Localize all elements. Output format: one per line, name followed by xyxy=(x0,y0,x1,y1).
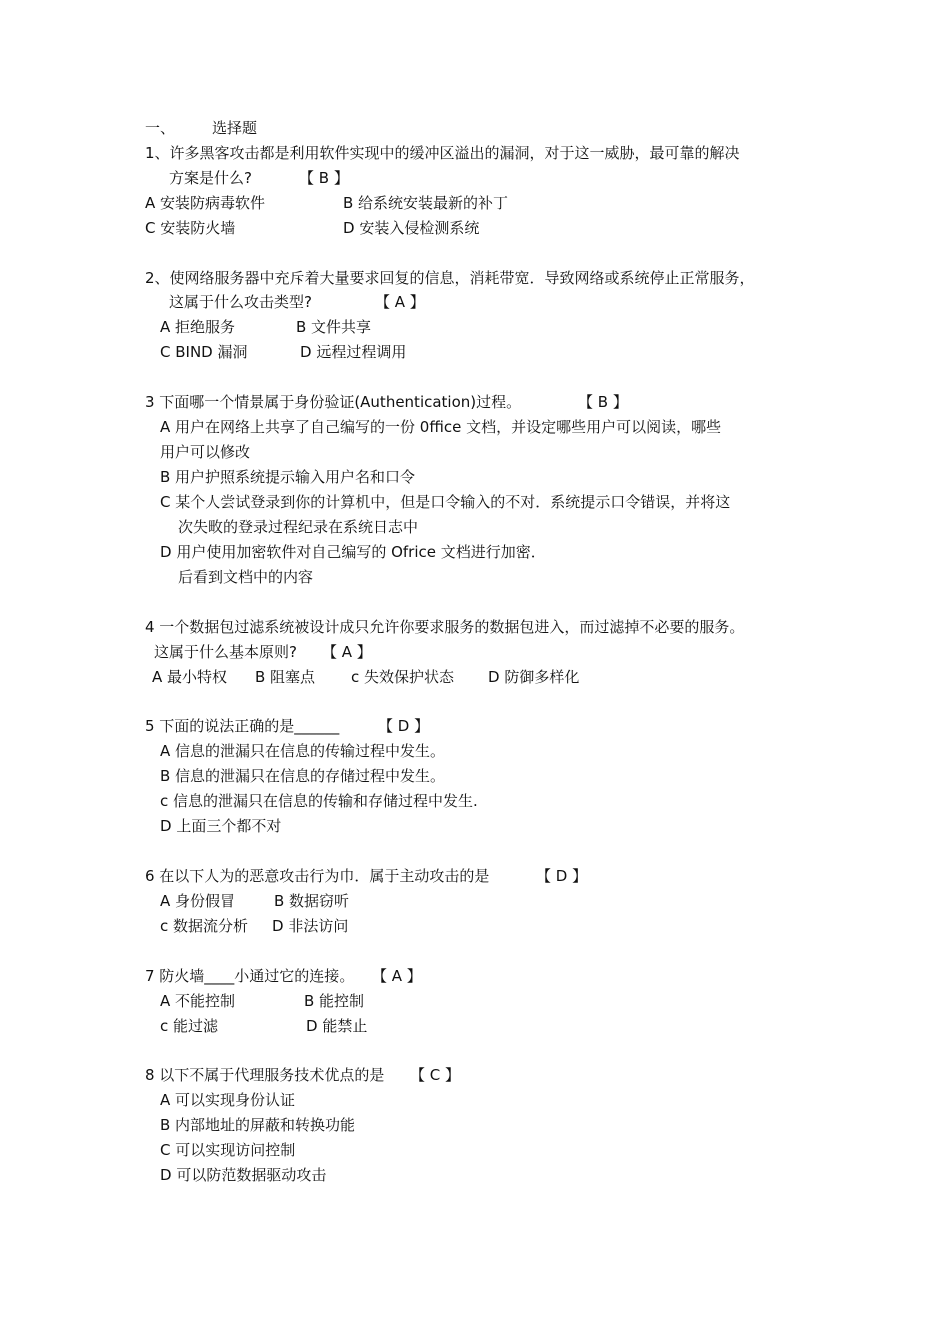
option: A 用户在网络上共享了自己编写的一份 0ffice 文档，并设定哪些用户可以阅读，哪些 xyxy=(160,418,722,436)
option: C BIND 漏洞 xyxy=(160,343,248,361)
option: C 安装防火墙 xyxy=(145,219,236,237)
option: c 数据流分析 xyxy=(160,917,249,935)
section-title: 选择题 xyxy=(212,119,258,137)
option: D 防御多样化 xyxy=(488,668,580,686)
option: B 数据窃听 xyxy=(274,892,350,910)
answer-key: 【 A 】 xyxy=(372,967,422,985)
answer-key: 【 D 】 xyxy=(536,867,588,885)
option: A 不能控制 xyxy=(160,992,236,1010)
option: D 用户使用加密软件对自己编写的 Ofrice 文档进行加密． xyxy=(160,543,546,561)
question-stem: 5 下面的说法正确的是______ xyxy=(145,717,340,735)
option: D 非法访问 xyxy=(272,917,349,935)
option: B 能控制 xyxy=(304,992,365,1010)
option: D 上面三个都不对 xyxy=(160,817,282,835)
question-stem: 这属于什么基本原则? xyxy=(154,643,297,661)
option: D 能禁止 xyxy=(306,1017,368,1035)
question-stem: 6 在以下人为的恶意攻击行为巾．属于主动攻击的是 xyxy=(145,867,490,885)
option: c 信息的泄漏只在信息的传输和存储过程中发生. xyxy=(160,792,478,810)
option: 用户可以修改 xyxy=(160,443,251,461)
option: A 拒绝服务 xyxy=(160,318,236,336)
option: A 信息的泄漏只在信息的传输过程中发生。 xyxy=(160,742,446,760)
answer-key: 【 C 】 xyxy=(410,1066,461,1084)
option: A 身份假冒 xyxy=(160,892,236,910)
answer-key: 【 D 】 xyxy=(378,717,430,735)
option: B 给系统安装最新的补丁 xyxy=(343,194,509,212)
option: D 安装入侵检测系统 xyxy=(343,219,480,237)
answer-key: 【 A 】 xyxy=(375,293,425,311)
option: 次失畋的登录过程纪录在系统日志中 xyxy=(178,518,419,536)
option: B 阻塞点 xyxy=(255,668,316,686)
option: C 某个人尝试登录到你的计算机中，但是口令输入的不对．系统提示口令错误，并将这 xyxy=(160,493,731,511)
option: c 能过滤 xyxy=(160,1017,219,1035)
question-stem: 这属于什么攻击类型? xyxy=(169,293,312,311)
section-number: 一、 xyxy=(145,119,176,137)
question-stem: 4 一个数据包过滤系统被设计成只允许你要求服务的数据包进入，而过滤掉不必要的服务。 xyxy=(145,618,745,636)
option: B 文件共享 xyxy=(296,318,372,336)
option: A 可以实现身份认证 xyxy=(160,1091,296,1109)
option: A 安装防病毒软件 xyxy=(145,194,266,212)
option: B 内部地址的屏蔽和转换功能 xyxy=(160,1116,356,1134)
question-stem: 8 以下不属于代理服务技术优点的是 xyxy=(145,1066,385,1084)
option: D 可以防范数据驱动攻击 xyxy=(160,1166,327,1184)
option: B 用户护照系统提示输入用户名和口令 xyxy=(160,468,416,486)
question-stem: 方案是什么? xyxy=(169,169,252,187)
option: 后看到文档中的内容 xyxy=(178,568,314,586)
question-stem: 3 下面哪一个情景属于身份验证(Authentication)过程。 xyxy=(145,393,522,411)
option: B 信息的泄漏只在信息的存储过程中发生。 xyxy=(160,767,446,785)
question-stem: 1、许多黑客攻击都是利用软件实现中的缓冲区溢出的漏洞，对于这一威胁，最可靠的解决 xyxy=(145,144,740,162)
answer-key: 【 A 】 xyxy=(322,643,372,661)
option: D 远程过程调用 xyxy=(300,343,407,361)
question-stem: 2、使网络服务器中充斥着大量要求回复的信息，消耗带宽．导致网络或系统停止正常服务， xyxy=(145,269,755,287)
option: c 失效保护状态 xyxy=(351,668,455,686)
answer-key: 【 B 】 xyxy=(299,169,349,187)
option: C 可以实现访问控制 xyxy=(160,1141,296,1159)
option: A 最小特权 xyxy=(152,668,228,686)
answer-key: 【 B 】 xyxy=(578,393,628,411)
question-stem: 7 防火墙____小通过它的连接。 xyxy=(145,967,355,985)
